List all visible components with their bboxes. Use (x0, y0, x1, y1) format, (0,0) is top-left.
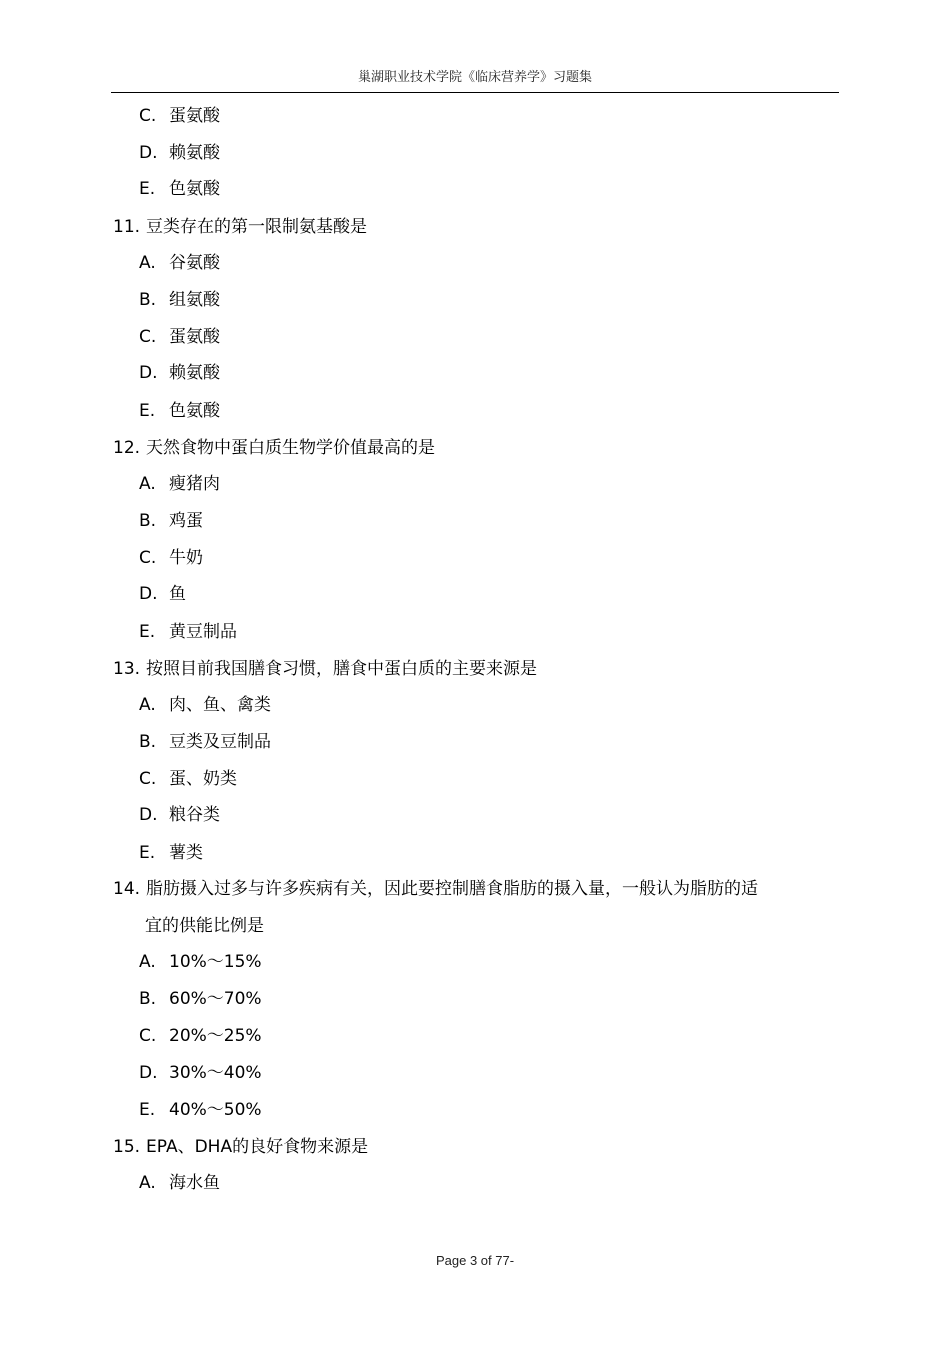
answer-option (139, 731, 271, 753)
option-letter: B. (139, 290, 157, 310)
option-letter: C. (139, 1026, 157, 1046)
question-item (113, 658, 537, 680)
option-text: 20%～25% (169, 1026, 262, 1046)
option-letter: E. (139, 179, 156, 199)
option-letter: E. (139, 401, 156, 421)
option-text: 蛋、奶类 (169, 769, 237, 789)
option-letter: B. (139, 732, 157, 752)
option-letter: B. (139, 511, 157, 531)
option-text: 40%～50% (169, 1100, 262, 1120)
question-number: 12. (113, 438, 141, 458)
answer-option (139, 842, 203, 864)
option-text: 粮谷类 (169, 805, 220, 825)
option-letter: A. (139, 474, 156, 494)
answer-option (139, 252, 220, 274)
question-number: 15. (113, 1137, 141, 1157)
answer-option (139, 178, 220, 200)
question-text: EPA、DHA的良好食物来源是 (146, 1137, 369, 1157)
question-text: 豆类存在的第一限制氨基酸是 (146, 217, 368, 237)
option-text: 60%～70% (169, 989, 262, 1009)
answer-option (139, 105, 220, 127)
answer-option (139, 142, 220, 164)
answer-option (139, 1025, 262, 1047)
option-text: 豆类及豆制品 (169, 732, 271, 752)
answer-option (139, 621, 237, 643)
option-letter: C. (139, 769, 157, 789)
option-text: 牛奶 (169, 548, 203, 568)
option-text: 黄豆制品 (169, 622, 237, 642)
option-text: 海水鱼 (169, 1173, 220, 1193)
answer-option (139, 988, 262, 1010)
option-letter: C. (139, 106, 157, 126)
question-text: 按照目前我国膳食习惯，膳食中蛋白质的主要来源是 (146, 659, 538, 679)
option-letter: B. (139, 989, 157, 1009)
answer-option (139, 510, 203, 532)
option-text: 蛋氨酸 (169, 106, 220, 126)
option-text: 谷氨酸 (169, 253, 220, 273)
answer-option (139, 804, 220, 826)
answer-option (139, 1062, 262, 1084)
option-text: 色氨酸 (169, 401, 220, 421)
question-item (113, 437, 435, 459)
header-divider (111, 92, 839, 93)
answer-option (139, 289, 220, 311)
question-text-continued: 宜的供能比例是 (145, 916, 264, 936)
option-text: 组氨酸 (169, 290, 220, 310)
option-text: 10%～15% (169, 952, 262, 972)
answer-option (139, 326, 220, 348)
option-text: 鸡蛋 (169, 511, 203, 531)
option-text: 蛋氨酸 (169, 327, 220, 347)
option-text: 鱼 (169, 584, 186, 604)
answer-option (139, 951, 262, 973)
option-text: 薯类 (169, 843, 203, 863)
option-letter: E. (139, 1100, 156, 1120)
question-text: 天然食物中蛋白质生物学价值最高的是 (146, 438, 436, 458)
question-number: 13. (113, 659, 141, 679)
option-text: 30%～40% (169, 1063, 262, 1083)
question-item (113, 1136, 368, 1158)
question-item (113, 216, 367, 238)
page-header: 巢湖职业技术学院《临床营养学》习题集 (357, 70, 592, 85)
option-letter: A. (139, 1173, 156, 1193)
option-text: 色氨酸 (169, 179, 220, 199)
option-text: 赖氨酸 (169, 363, 220, 383)
page-footer: Page 3 of 77- (435, 1253, 515, 1268)
answer-option (139, 473, 220, 495)
answer-option (139, 694, 271, 716)
option-letter: D. (139, 584, 158, 604)
question-number: 11. (113, 217, 141, 237)
answer-option (139, 1172, 220, 1194)
question-number: 14. (113, 879, 141, 899)
option-letter: C. (139, 327, 157, 347)
answer-option (139, 400, 220, 422)
option-letter: D. (139, 805, 158, 825)
question-text: 脂肪摄入过多与许多疾病有关，因此要控制膳食脂肪的摄入量，一般认为脂肪的适 (146, 879, 759, 899)
option-text: 肉、鱼、禽类 (169, 695, 271, 715)
answer-option (139, 583, 186, 605)
answer-option (139, 768, 237, 790)
question-item (113, 878, 758, 900)
option-text: 赖氨酸 (169, 143, 220, 163)
option-letter: C. (139, 548, 157, 568)
option-letter: A. (139, 253, 156, 273)
option-letter: E. (139, 843, 156, 863)
option-letter: A. (139, 695, 156, 715)
option-letter: D. (139, 143, 158, 163)
option-letter: D. (139, 363, 158, 383)
answer-option (139, 362, 220, 384)
option-text: 瘦猪肉 (169, 474, 220, 494)
option-letter: A. (139, 952, 156, 972)
answer-option (139, 547, 203, 569)
answer-option (139, 1099, 262, 1121)
option-letter: D. (139, 1063, 158, 1083)
option-letter: E. (139, 622, 156, 642)
